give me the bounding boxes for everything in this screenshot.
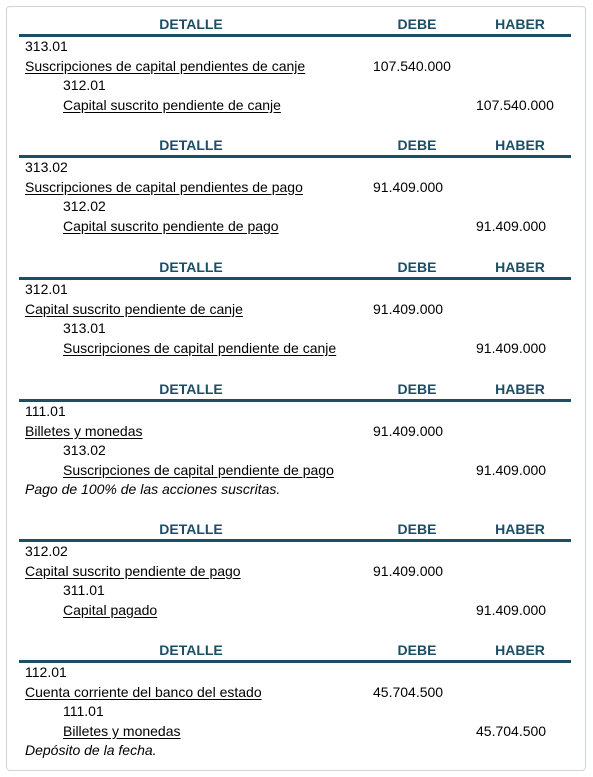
credit-amount: 91.409.000 bbox=[476, 217, 547, 234]
debit-account-line bbox=[19, 422, 571, 442]
header-haber: HABER bbox=[495, 381, 545, 397]
header-debe: DEBE bbox=[397, 259, 437, 275]
header-debe: DEBE bbox=[397, 137, 437, 153]
header-detalle: DETALLE bbox=[159, 521, 223, 537]
entry-note: Pago de 100% de las acciones suscritas. bbox=[25, 481, 281, 497]
header-haber: HABER bbox=[495, 642, 545, 658]
header-haber: HABER bbox=[495, 521, 545, 537]
entry-header bbox=[19, 373, 571, 402]
credit-account-code: 111.01 bbox=[63, 703, 104, 719]
credit-account-name: Billetes y monedas bbox=[63, 722, 181, 739]
header-debe: DEBE bbox=[397, 642, 437, 658]
debit-code-line bbox=[19, 37, 571, 57]
entry-note: Depósito de la fecha. bbox=[25, 742, 157, 758]
entry-header bbox=[19, 129, 571, 158]
journal-entry-3 bbox=[19, 251, 571, 358]
credit-account-line bbox=[19, 217, 571, 237]
entry-header bbox=[19, 634, 571, 663]
header-debe: DEBE bbox=[397, 521, 437, 537]
debit-code-line bbox=[19, 402, 571, 422]
credit-amount: 45.704.500 bbox=[476, 722, 547, 739]
debit-account-name: Suscripciones de capital pendientes de pago bbox=[25, 178, 303, 195]
journal-entry-4 bbox=[19, 373, 571, 500]
header-detalle: DETALLE bbox=[159, 642, 223, 658]
header-detalle: DETALLE bbox=[159, 137, 223, 153]
debit-amount: 91.409.000 bbox=[373, 178, 444, 195]
debit-account-name: Cuenta corriente del banco del estado bbox=[25, 683, 262, 700]
debit-account-code: 312.01 bbox=[25, 281, 68, 297]
debit-account-name: Capital suscrito pendiente de pago bbox=[25, 562, 241, 579]
credit-account-code: 313.02 bbox=[63, 442, 106, 458]
credit-account-code: 312.01 bbox=[63, 77, 106, 93]
debit-account-name: Capital suscrito pendiente de canje bbox=[25, 300, 243, 317]
credit-amount: 91.409.000 bbox=[476, 339, 547, 356]
debit-account-line bbox=[19, 683, 571, 703]
debit-account-line bbox=[19, 178, 571, 198]
credit-account-name: Capital suscrito pendiente de canje bbox=[63, 96, 281, 113]
header-debe: DEBE bbox=[397, 16, 437, 32]
header-debe: DEBE bbox=[397, 381, 437, 397]
debit-amount: 107.540.000 bbox=[373, 57, 451, 74]
header-haber: HABER bbox=[495, 259, 545, 275]
credit-code-line bbox=[19, 581, 571, 601]
credit-account-name: Capital suscrito pendiente de pago bbox=[63, 217, 279, 234]
debit-account-line bbox=[19, 57, 571, 77]
credit-account-line bbox=[19, 601, 571, 621]
credit-code-line bbox=[19, 197, 571, 217]
debit-account-line bbox=[19, 300, 571, 320]
debit-account-name: Billetes y monedas bbox=[25, 422, 143, 439]
header-detalle: DETALLE bbox=[159, 259, 223, 275]
debit-account-name: Suscripciones de capital pendientes de canje bbox=[25, 57, 306, 74]
credit-amount: 107.540.000 bbox=[476, 96, 554, 113]
header-detalle: DETALLE bbox=[159, 381, 223, 397]
debit-account-line bbox=[19, 562, 571, 582]
entry-note-line bbox=[19, 480, 571, 500]
debit-account-code: 313.02 bbox=[25, 159, 68, 175]
credit-account-line bbox=[19, 461, 571, 481]
debit-code-line bbox=[19, 280, 571, 300]
credit-account-code: 312.02 bbox=[63, 198, 106, 214]
credit-account-name: Suscripciones de capital pendiente de pago bbox=[63, 461, 334, 478]
debit-amount: 91.409.000 bbox=[373, 300, 444, 317]
header-haber: HABER bbox=[495, 16, 545, 32]
credit-code-line bbox=[19, 702, 571, 722]
journal-entry-5 bbox=[19, 513, 571, 620]
header-haber: HABER bbox=[495, 137, 545, 153]
credit-account-code: 313.01 bbox=[63, 320, 106, 336]
credit-amount: 91.409.000 bbox=[476, 601, 547, 618]
debit-account-code: 112.01 bbox=[25, 664, 67, 680]
entry-header bbox=[19, 513, 571, 542]
debit-code-line bbox=[19, 158, 571, 178]
journal-entry-2 bbox=[19, 129, 571, 236]
debit-amount: 91.409.000 bbox=[373, 562, 444, 579]
credit-account-line bbox=[19, 96, 571, 116]
debit-account-code: 312.02 bbox=[25, 543, 68, 559]
entry-header bbox=[19, 251, 571, 280]
credit-account-name: Suscripciones de capital pendiente de canje bbox=[63, 339, 337, 356]
debit-account-code: 111.01 bbox=[25, 403, 66, 419]
credit-account-line bbox=[19, 339, 571, 359]
entry-note-line bbox=[19, 741, 571, 761]
credit-code-line bbox=[19, 76, 571, 96]
debit-code-line bbox=[19, 542, 571, 562]
debit-account-code: 313.01 bbox=[25, 38, 68, 54]
credit-account-line bbox=[19, 722, 571, 742]
credit-account-code: 311.01 bbox=[63, 582, 105, 598]
credit-code-line bbox=[19, 319, 571, 339]
debit-code-line bbox=[19, 663, 571, 683]
entry-header bbox=[19, 8, 571, 37]
journal-entry-6 bbox=[19, 634, 571, 761]
credit-code-line bbox=[19, 441, 571, 461]
journal-entry-1 bbox=[19, 8, 571, 115]
debit-amount: 91.409.000 bbox=[373, 422, 444, 439]
header-detalle: DETALLE bbox=[159, 16, 223, 32]
debit-amount: 45.704.500 bbox=[373, 683, 444, 700]
credit-account-name: Capital pagado bbox=[63, 601, 158, 618]
credit-amount: 91.409.000 bbox=[476, 461, 547, 478]
